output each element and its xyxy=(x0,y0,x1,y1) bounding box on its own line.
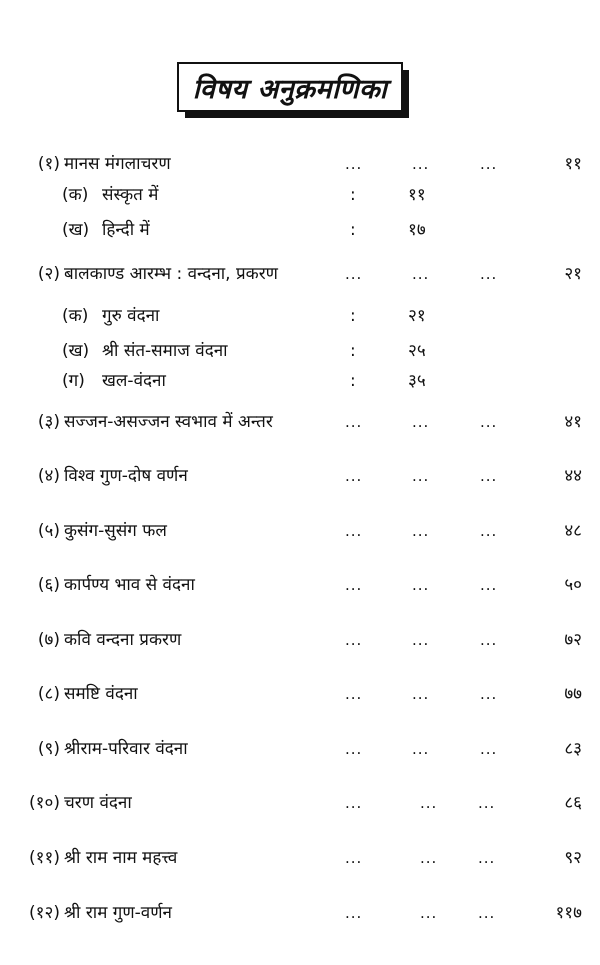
entry-title: सज्जन-असज्जन स्वभाव में अन्तर xyxy=(64,412,273,432)
entry-number: (१०) xyxy=(29,793,60,813)
subentry-page-number: ११ xyxy=(408,185,426,205)
entry-number: (४) xyxy=(37,466,60,486)
toc-entry xyxy=(0,901,600,925)
dot-leader: ... xyxy=(480,631,498,649)
subentry-letter: (क) xyxy=(62,185,89,205)
entry-number: (६) xyxy=(37,575,60,595)
dot-leader: ... xyxy=(478,794,496,812)
subentry-title: खल-वंदना xyxy=(102,371,166,391)
toc-entry xyxy=(0,846,600,870)
dot-leader: ... xyxy=(345,413,363,431)
entry-page-number: ११७ xyxy=(555,903,582,923)
entry-title: कार्पण्य भाव से वंदना xyxy=(64,575,195,595)
dot-leader: ... xyxy=(480,576,498,594)
entry-page-number: ९२ xyxy=(564,848,582,868)
entry-title: मानस मंगलाचरण xyxy=(64,154,171,174)
entry-page-number: ८३ xyxy=(564,739,582,759)
subentry-page-number: २१ xyxy=(408,306,426,326)
dot-leader: ... xyxy=(345,576,363,594)
entry-number: (१) xyxy=(37,154,60,174)
entry-page-number: ११ xyxy=(564,154,582,174)
dot-leader: ... xyxy=(412,155,430,173)
entry-title: कुसंग-सुसंग फल xyxy=(64,521,167,541)
page-title: विषय अनुक्रमणिका xyxy=(192,73,388,105)
dot-leader: ... xyxy=(480,740,498,758)
subentry-separator: : xyxy=(350,341,356,361)
subentry-page-number: ३५ xyxy=(408,371,426,391)
dot-leader: ... xyxy=(412,265,430,283)
toc-entry xyxy=(0,519,600,543)
dot-leader: ... xyxy=(345,740,363,758)
entry-number: (७) xyxy=(37,630,60,650)
entry-page-number: ७२ xyxy=(564,630,582,650)
dot-leader: ... xyxy=(480,155,498,173)
subentry-letter: (ख) xyxy=(62,341,90,361)
subentry-separator: : xyxy=(350,371,356,391)
dot-leader: ... xyxy=(480,265,498,283)
entry-number: (१२) xyxy=(29,903,60,923)
dot-leader: ... xyxy=(478,904,496,922)
dot-leader: ... xyxy=(345,155,363,173)
dot-leader: ... xyxy=(420,794,438,812)
dot-leader: ... xyxy=(412,467,430,485)
dot-leader: ... xyxy=(412,413,430,431)
toc-subentry xyxy=(0,304,600,328)
entry-page-number: ८६ xyxy=(564,793,582,813)
subentry-title: गुरु वंदना xyxy=(102,306,160,326)
toc-subentry xyxy=(0,183,600,207)
dot-leader: ... xyxy=(480,467,498,485)
entry-number: (३) xyxy=(37,412,60,432)
toc-subentry xyxy=(0,369,600,393)
subentry-letter: (ख) xyxy=(62,220,90,240)
subentry-separator: : xyxy=(350,306,356,326)
subentry-letter: (क) xyxy=(62,306,89,326)
subentry-title: संस्कृत में xyxy=(102,185,159,205)
entry-page-number: ४४ xyxy=(564,466,582,486)
entry-page-number: ७७ xyxy=(564,684,582,704)
entry-title: बालकाण्ड आरम्भ : वन्दना, प्रकरण xyxy=(64,264,278,284)
dot-leader: ... xyxy=(345,794,363,812)
toc-subentry xyxy=(0,218,600,242)
toc-entry xyxy=(0,737,600,761)
dot-leader: ... xyxy=(345,904,363,922)
dot-leader: ... xyxy=(412,522,430,540)
dot-leader: ... xyxy=(412,740,430,758)
entry-title: कवि वन्दना प्रकरण xyxy=(64,630,182,650)
toc-entry xyxy=(0,152,600,176)
entry-title: श्रीराम-परिवार वंदना xyxy=(64,739,188,759)
toc-entry xyxy=(0,464,600,488)
entry-title: श्री राम नाम महत्त्व xyxy=(64,848,178,868)
dot-leader: ... xyxy=(412,576,430,594)
toc-entry xyxy=(0,410,600,434)
toc-entry xyxy=(0,573,600,597)
subentry-separator: : xyxy=(350,220,356,240)
entry-page-number: ४८ xyxy=(564,521,582,541)
dot-leader: ... xyxy=(480,413,498,431)
dot-leader: ... xyxy=(478,849,496,867)
toc-entry xyxy=(0,262,600,286)
subentry-title: हिन्दी में xyxy=(102,220,150,240)
subentry-separator: : xyxy=(350,185,356,205)
entry-number: (९) xyxy=(37,739,60,759)
dot-leader: ... xyxy=(345,467,363,485)
toc-entry xyxy=(0,791,600,815)
toc-entry xyxy=(0,628,600,652)
dot-leader: ... xyxy=(480,522,498,540)
dot-leader: ... xyxy=(345,522,363,540)
subentry-title: श्री संत-समाज वंदना xyxy=(102,341,228,361)
dot-leader: ... xyxy=(412,631,430,649)
toc-entry xyxy=(0,682,600,706)
dot-leader: ... xyxy=(345,685,363,703)
dot-leader: ... xyxy=(345,265,363,283)
subentry-page-number: १७ xyxy=(408,220,426,240)
entry-number: (८) xyxy=(37,684,60,704)
subentry-letter: (ग) xyxy=(62,371,85,391)
dot-leader: ... xyxy=(345,631,363,649)
subentry-page-number: २५ xyxy=(408,341,426,361)
entry-title: विश्व गुण-दोष वर्णन xyxy=(64,466,188,486)
entry-page-number: ४१ xyxy=(564,412,582,432)
toc-subentry xyxy=(0,339,600,363)
entry-number: (११) xyxy=(29,848,60,868)
dot-leader: ... xyxy=(345,849,363,867)
dot-leader: ... xyxy=(412,685,430,703)
entry-page-number: २१ xyxy=(564,264,582,284)
dot-leader: ... xyxy=(480,685,498,703)
entry-number: (२) xyxy=(37,264,60,284)
entry-title: समष्टि वंदना xyxy=(64,684,138,704)
entry-page-number: ५० xyxy=(564,575,582,595)
entry-number: (५) xyxy=(37,521,60,541)
entry-title: श्री राम गुण-वर्णन xyxy=(64,903,172,923)
dot-leader: ... xyxy=(420,904,438,922)
dot-leader: ... xyxy=(420,849,438,867)
entry-title: चरण वंदना xyxy=(64,793,132,813)
